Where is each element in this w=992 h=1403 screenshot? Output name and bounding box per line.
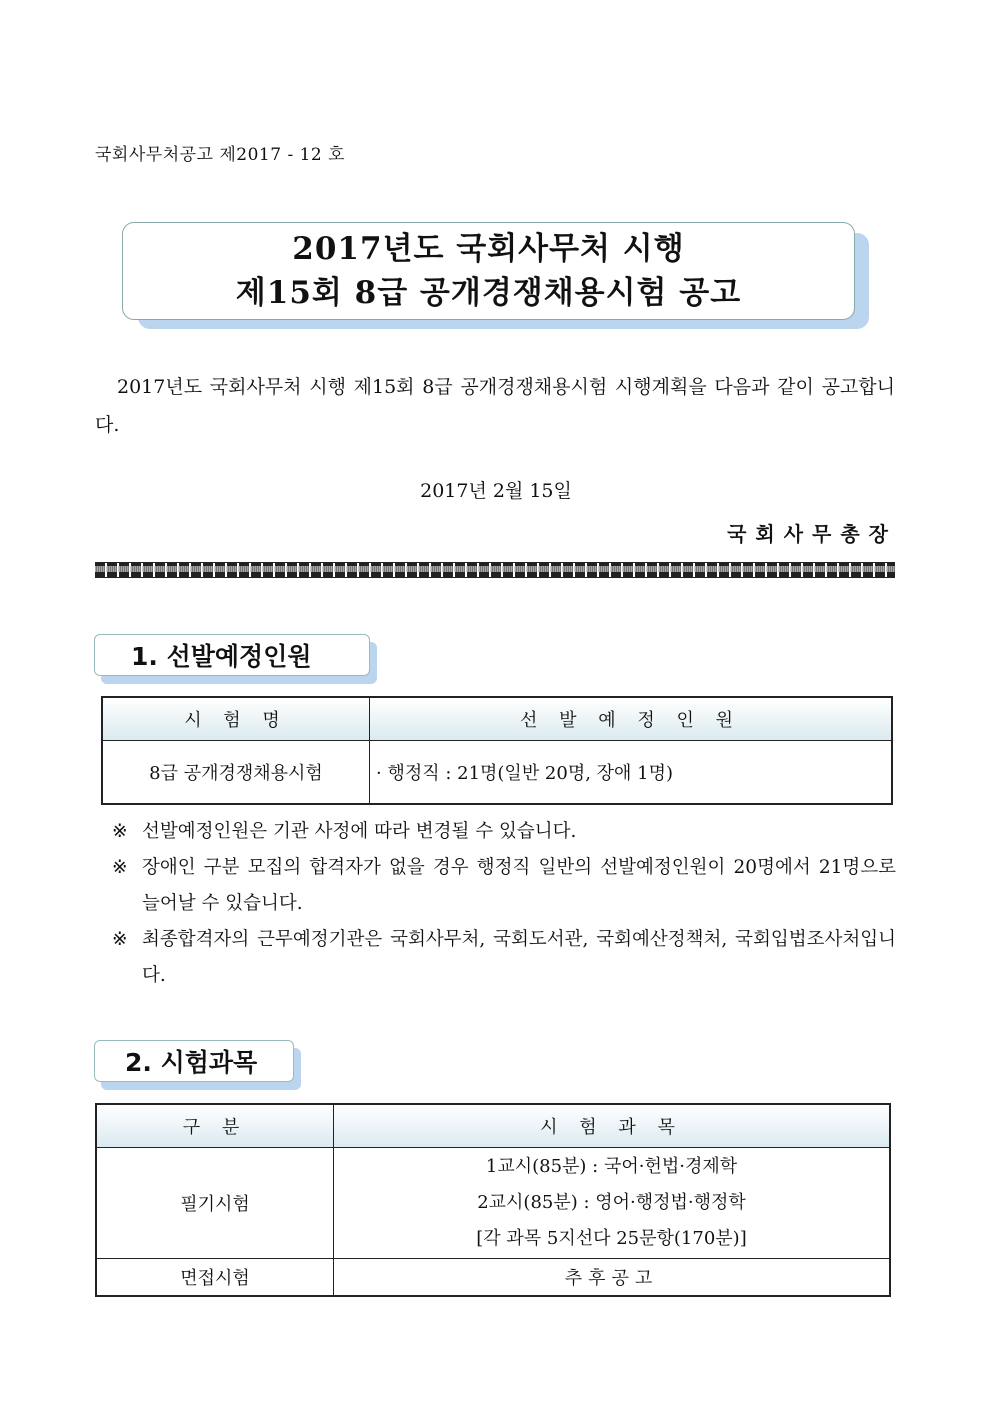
subject-line: 1교시(85분) : 국어·헌법·경제학 bbox=[485, 1156, 738, 1177]
intro-paragraph: 2017년도 국회사무처 시행 제15회 8급 공개경쟁채용시험 시행계획을 다음과 같이 공고합니다. bbox=[95, 376, 895, 436]
note-item bbox=[112, 922, 896, 994]
table-header-subjects: 시 험 과 목 bbox=[334, 1104, 891, 1148]
table-row bbox=[96, 1259, 890, 1297]
interview-label: 면접시험 bbox=[96, 1259, 334, 1297]
exam-name-cell: 8급 공개경쟁채용시험 bbox=[102, 741, 370, 805]
section1-heading-text: 1. 선발예정인원 bbox=[131, 642, 312, 671]
note-item bbox=[112, 850, 896, 922]
note-text: 최종합격자의 근무예정기관은 국회사무처, 국회도서관, 국회예산정책처, 국회입법조사처입니다. bbox=[142, 929, 896, 986]
title-box bbox=[122, 222, 855, 320]
table-header-category: 구 분 bbox=[96, 1104, 334, 1148]
table-header-quota: 선 발 예 정 인 원 bbox=[370, 697, 893, 741]
subject-line: [각 과목 5지선다 25문항(170분)] bbox=[476, 1228, 747, 1249]
table-row bbox=[96, 1148, 890, 1259]
title-line-1: 2017년도 국회사무처 시행 bbox=[292, 231, 685, 267]
notice-number: 국회사무처공고 제2017 - 12 호 bbox=[95, 145, 346, 165]
section1-heading bbox=[94, 634, 370, 676]
written-exam-subjects bbox=[334, 1148, 891, 1259]
written-exam-label: 필기시험 bbox=[96, 1148, 334, 1259]
note-mark: ※ bbox=[112, 821, 128, 842]
signer: 국회사무총장 bbox=[727, 522, 897, 546]
notice-date: 2017년 2월 15일 bbox=[420, 480, 572, 502]
table-row bbox=[102, 741, 892, 805]
title-line-2: 제15회 8급 공개경쟁채용시험 공고 bbox=[235, 275, 742, 311]
interview-value: 추후공고 bbox=[334, 1259, 891, 1297]
subject-line: 2교시(85분) : 영어·행정법·행정학 bbox=[477, 1192, 746, 1213]
note-mark: ※ bbox=[112, 857, 128, 878]
divider bbox=[95, 562, 895, 578]
selection-table bbox=[101, 696, 893, 805]
section2-heading-text: 2. 시험과목 bbox=[125, 1048, 258, 1077]
note-item bbox=[112, 814, 896, 850]
note-text: 장애인 구분 모집의 합격자가 없을 경우 행정직 일반의 선발예정인원이 20명에서 21명으로 늘어날 수 있습니다. bbox=[142, 857, 896, 914]
subjects-table bbox=[95, 1103, 891, 1297]
note-text: 선발예정인원은 기관 사정에 따라 변경될 수 있습니다. bbox=[142, 821, 577, 842]
section2-heading bbox=[94, 1040, 294, 1082]
quota-cell: · 행정직 : 21명(일반 20명, 장애 1명) bbox=[370, 741, 893, 805]
table-header-exam: 시 험 명 bbox=[102, 697, 370, 741]
note-mark: ※ bbox=[112, 929, 128, 950]
notes-list bbox=[112, 814, 896, 994]
